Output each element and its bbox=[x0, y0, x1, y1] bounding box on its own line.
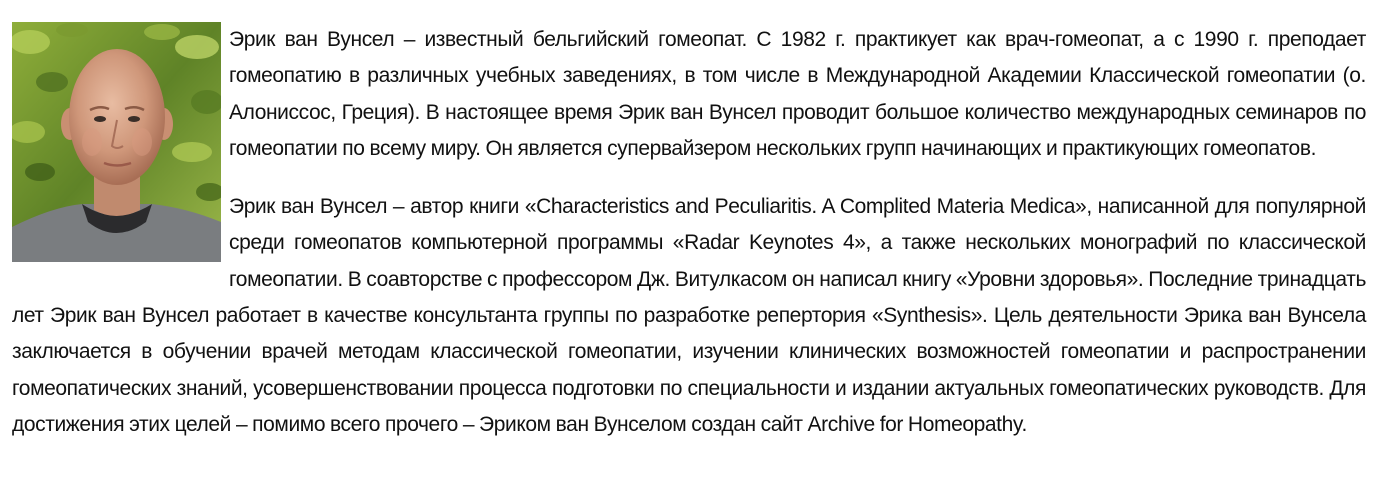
author-photo bbox=[12, 22, 221, 262]
paragraph-works: Эрик ван Вунсел – автор книги «Characteristics and Peculiaritis. A Complited Materia Medica», написанной для популярной среди гомеопатов компьютерной программы «Radar Keynotes 4», а также нескольких монографий по классической гомеопатии. В соавторстве с профессором Дж. Витулкасом он написал книгу «Уровни здоровья». Последние тринадцать лет Эрик ван Вунсел работает в качестве консультанта группы по разработке репертория «Synthesis». Цель деятельности Эрика ван Вунсела заключается в обучении врачей методам классической гомеопатии, изучении клинических возможностей гомеопатии и распространении гомеопатических знаний, усовершенствовании процесса подготовки по специальности и издании актуальных гомеопатических руководств. Для достижения этих целей – помимо всего прочего – Эриком ван Вунселом создан сайт Archive for Homeopathy. bbox=[12, 195, 1366, 436]
paragraph-intro: Эрик ван Вунсел – известный бельгийский гомеопат. С 1982 г. практикует как врач-гомеопат, а с 1990 г. преподает гомеопатию в различных учебных заведениях, в том числе в Международной Академии Классической гомеопатии (о. Алониссос, Греция). В настоящее время Эрик ван Вунсел проводит большое количество международных семинаров по гомеопатии по всему миру. Он является супервайзером нескольких групп начинающих и практикующих гомеопатов. bbox=[229, 28, 1366, 160]
article-body bbox=[12, 22, 1366, 443]
